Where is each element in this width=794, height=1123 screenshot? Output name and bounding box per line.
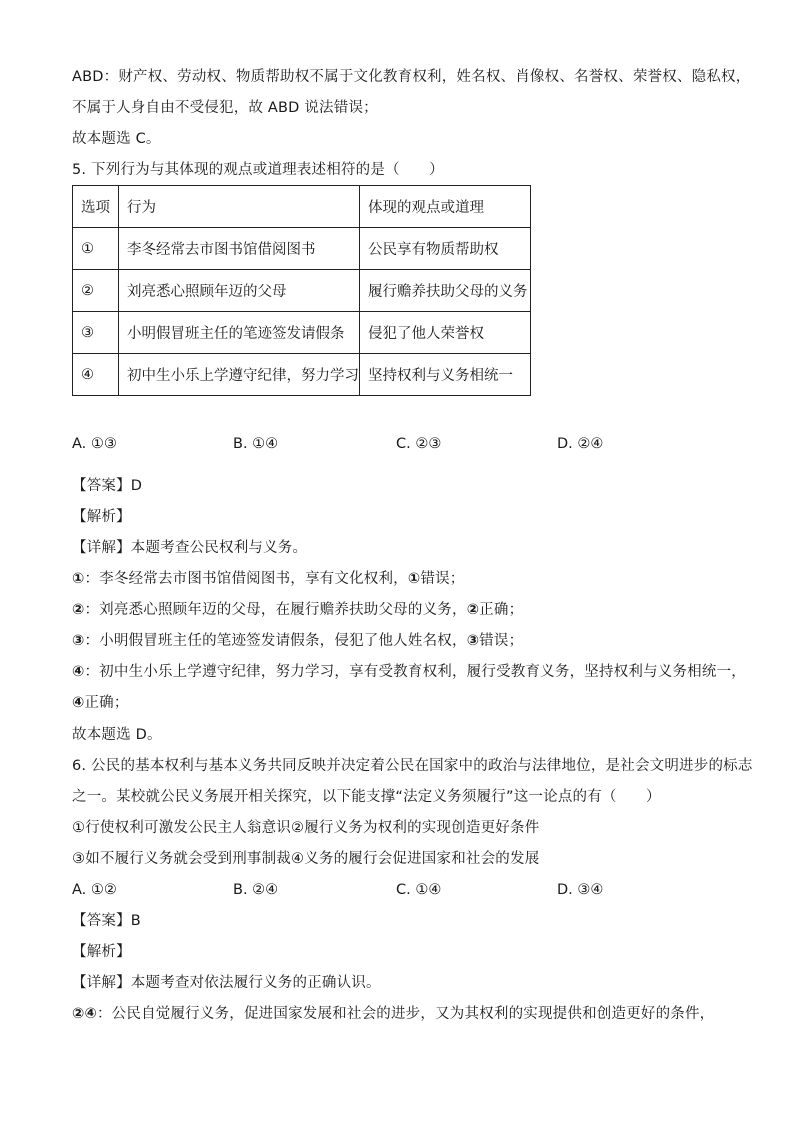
q5-point-3: [72, 631, 732, 651]
q5-detail: 【详解】本题考查公民权利与义务。: [72, 540, 308, 556]
table-row: [73, 312, 531, 354]
q5-choice-c: C. ②③: [396, 436, 442, 452]
q6-answer: 【答案】B: [72, 913, 141, 929]
q5-conclusion: 故本题选 D。: [72, 727, 162, 743]
table-cell: 刘亮悉心照顾年迈的父母: [119, 270, 360, 312]
q6-analysis-heading: 【解析】: [72, 944, 131, 960]
table-cell: 初中生小乐上学遵守纪律，努力学习: [119, 354, 360, 396]
q6-options-line-2: ③如不履行义务就会受到刑事制裁④义务的履行会促进国家和社会的发展: [72, 851, 540, 867]
q6-choice-c: C. ①④: [396, 882, 442, 898]
point-verdict: 正确；: [479, 602, 524, 618]
table-cell: 李冬经常去市图书馆借阅图书: [119, 228, 360, 270]
q6-stem-line-1: 6. 公民的基本权利与基本义务共同反映并决定着公民在国家中的政治与法律地位，是社会文明进步的标志: [72, 758, 753, 774]
table-cell: 小明假冒班主任的笔迹签发请假条: [119, 312, 360, 354]
point-text: ：公民自觉履行义务，促进国家发展和社会的进步，又为其权利的实现提供和创造更好的条件，: [96, 1006, 715, 1022]
q5-point-4: [72, 662, 746, 682]
table-header-row: [73, 186, 531, 228]
point-verdict: 错误；: [420, 571, 465, 587]
table-row: [73, 354, 531, 396]
point-verdict: 正确；: [84, 695, 129, 711]
point-marker: ①: [407, 571, 421, 587]
table-row: [73, 270, 531, 312]
table-cell: ④: [73, 354, 119, 396]
point-marker: ②④: [72, 1006, 97, 1022]
q5-choice-d: D. ②④: [557, 436, 604, 452]
table-header-cell: 体现的观点或道理: [360, 186, 531, 228]
q5-choice-b: B. ①④: [233, 436, 279, 452]
point-marker: ③: [72, 633, 85, 649]
q5-choice-a: A. ①③: [72, 436, 117, 452]
point-marker: ①: [72, 571, 85, 587]
q6-detail: 【详解】本题考查对依法履行义务的正确认识。: [72, 975, 381, 991]
q5-answer: 【答案】D: [72, 478, 143, 494]
table-row: [73, 228, 531, 270]
q4-analysis-line-1: ABD：财产权、劳动权、物质帮助权不属于文化教育权利，姓名权、肖像权、名誉权、荣誉权、隐私权，: [72, 69, 751, 85]
q6-point: [72, 1004, 732, 1024]
point-text: ：刘亮悉心照顾年迈的父母，在履行赡养扶助父母的义务，: [84, 602, 467, 618]
q6-options-line-1: ①行使权利可激发公民主人翁意识②履行义务为权利的实现创造更好条件: [72, 820, 540, 836]
q6-choice-b: B. ②④: [233, 882, 279, 898]
q5-point-2: [72, 600, 732, 620]
q5-point-4-cont: [72, 693, 732, 713]
table-cell: 侵犯了他人荣誉权: [360, 312, 531, 354]
table-cell: ③: [73, 312, 119, 354]
point-marker: ②: [72, 602, 85, 618]
point-text: ：小明假冒班主任的笔迹签发请假条，侵犯了他人姓名权，: [84, 633, 467, 649]
q4-analysis-line-2: 不属于人身自由不受侵犯，故 ABD 说法错误；: [72, 100, 378, 116]
table-cell: 坚持权利与义务相统一: [360, 354, 531, 396]
table-header-cell: 行为: [119, 186, 360, 228]
q4-conclusion: 故本题选 C。: [72, 131, 161, 147]
point-verdict: 错误；: [479, 633, 524, 649]
q5-analysis-heading: 【解析】: [72, 509, 131, 525]
q5-stem: 5. 下列行为与其体现的观点或道理表述相符的是（ ）: [72, 162, 444, 178]
table-cell: 履行赡养扶助父母的义务: [360, 270, 531, 312]
table-cell: ②: [73, 270, 119, 312]
point-marker: ④: [72, 695, 85, 711]
table-cell: 公民享有物质帮助权: [360, 228, 531, 270]
q5-point-1: [72, 569, 732, 589]
point-text: ：初中生小乐上学遵守纪律，努力学习，享有受教育权利，履行受教育义务，坚持权利与义务相统一，: [84, 664, 746, 680]
q6-choice-a: A. ①②: [72, 882, 117, 898]
table-header-cell: 选项: [73, 186, 119, 228]
q5-options-table: [72, 185, 531, 396]
point-text: ：李冬经常去市图书馆借阅图书，享有文化权利，: [84, 571, 408, 587]
point-marker: ④: [72, 664, 85, 680]
point-marker: ③: [466, 633, 480, 649]
q6-stem-line-2: 之一。某校就公民义务展开相关探究，以下能支撑“法定义务须履行”这一论点的有（ ）: [72, 789, 661, 805]
point-marker: ②: [466, 602, 480, 618]
table-cell: ①: [73, 228, 119, 270]
q6-choice-d: D. ③④: [557, 882, 604, 898]
